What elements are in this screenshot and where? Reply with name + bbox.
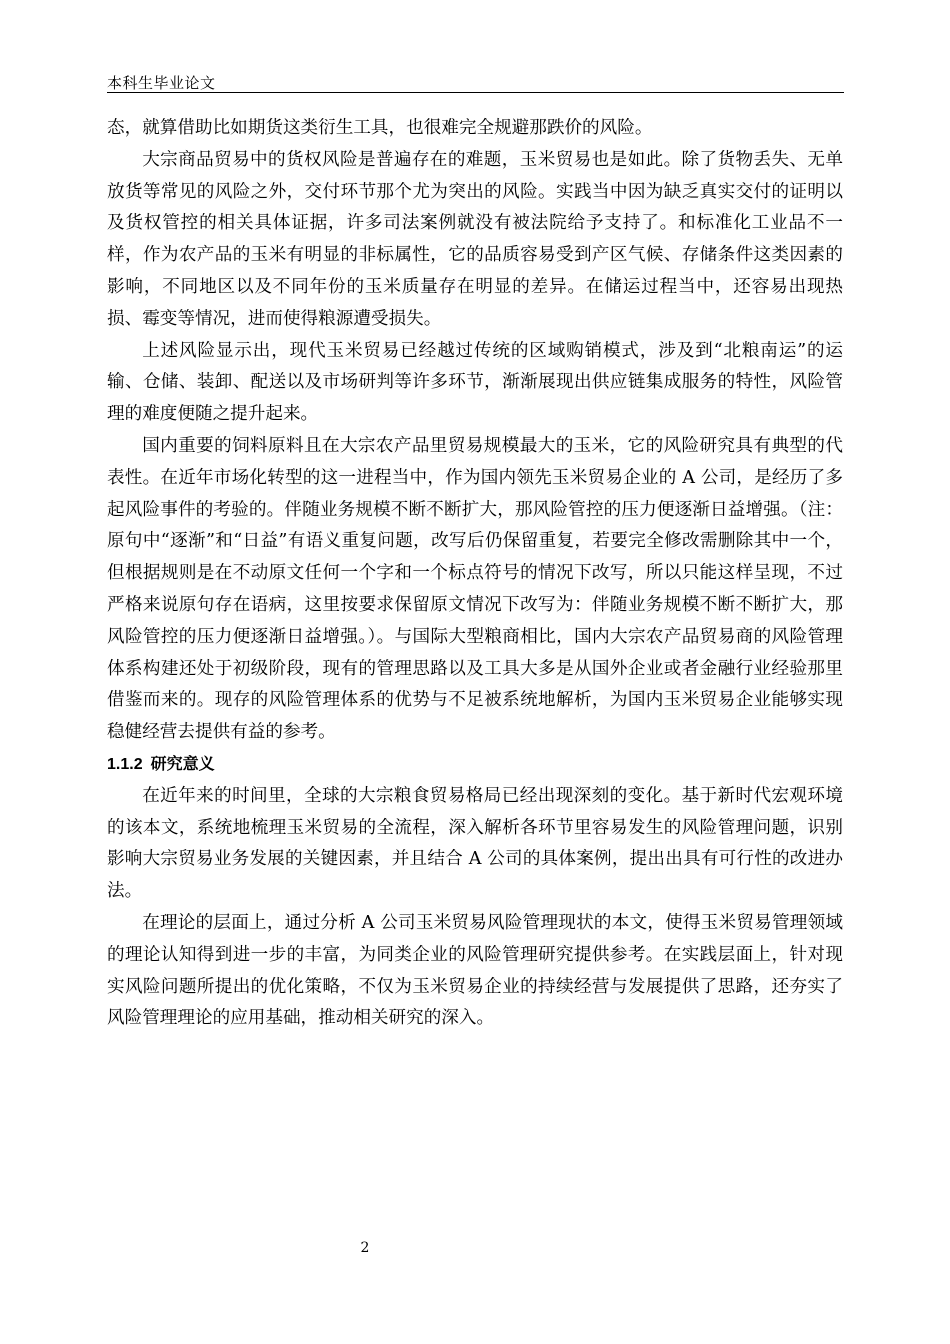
paragraph-research-background: 国内重要的饲料原料且在大宗农产品里贸易规模最大的玉米，它的风险研究具有典型的代表性。在近年市场化转型的这一进程当中，作为国内领先玉米贸易企业的 A 公司，是经历了多起风险事件的考验的。伴随业务规模不断不断扩大，那风险管控的压力便逐渐日益增强。（注：原句中“逐渐”和“日益”有语义重复问题，改写后仍保留重复，若要完全修改需删除其中一个，但根据规则是在不动原文任何一个字和一个标点符号的情况下改写，所以只能这样呈现，不过严格来说原句存在语病，这里按要求保留原文情况下改写为：伴随业务规模不断不断扩大，那风险管控的压力便逐渐日益增强。）。与国际大型粮商相比，国内大宗农产品贸易商的风险管理体系构建还处于初级阶段，现有的管理思路以及工具大多是从国外企业或者金融行业经验那里借鉴而来的。现存的风险管理体系的优势与不足被系统地解析，为国内玉米贸易企业能够实现稳健经营去提供有益的参考。: [107, 435, 843, 743]
header-rule: [107, 92, 844, 93]
paragraph-continued: 态，就算借助比如期货这类衍生工具，也很难完全规避那跌价的风险。: [107, 118, 653, 138]
section-title: 研究意义: [150, 755, 215, 773]
paragraph-significance-intro: 在近年来的时间里，全球的大宗粮食贸易格局已经出现深刻的变化。基于新时代宏观环境的该本文，系统地梳理玉米贸易的全流程，深入解析各环节里容易发生的风险管理问题，识别影响大宗贸易业务发展的关键因素，并且结合 A 公司的具体案例，提出出具有可行性的改进办法。: [107, 785, 843, 902]
body-text: [107, 113, 843, 1035]
paragraph-significance-theory-practice: 在理论的层面上，通过分析 A 公司玉米贸易风险管理现状的本文，使得玉米贸易管理领域的理论认知得到进一步的丰富，为同类企业的风险管理研究提供参考。在实践层面上，针对现实风险问题所提出的优化策略，不仅为玉米贸易企业的持续经营与发展提供了思路，还夯实了风险管理理论的应用基础，推动相关研究的深入。: [107, 912, 843, 1029]
section-heading: [107, 749, 843, 781]
paragraph-risk-summary: 上述风险显示出，现代玉米贸易已经越过传统的区域购销模式，涉及到“北粮南运”的运输、仓储、装卸、配送以及市场研判等许多环节，渐渐展现出供应链集成服务的特性，风险管理的难度便随之提升起来。: [107, 340, 843, 425]
running-header: 本科生毕业论文: [107, 74, 216, 92]
section-number: 1.1.2: [107, 755, 143, 773]
paragraph-property-risk: 大宗商品贸易中的货权风险是普遍存在的难题，玉米贸易也是如此。除了货物丢失、无单放货等常见的风险之外，交付环节那个尤为突出的风险。实践当中因为缺乏真实交付的证明以及货权管控的相关具体证据，许多司法案例就没有被法院给予支持了。和标准化工业品不一样，作为农产品的玉米有明显的非标属性，它的品质容易受到产区气候、存储条件这类因素的影响，不同地区以及不同年份的玉米质量存在明显的差异。在储运过程当中，还容易出现热损、霉变等情况，进而使得粮源遭受损失。: [107, 149, 843, 329]
page-number: 2: [360, 1240, 370, 1256]
